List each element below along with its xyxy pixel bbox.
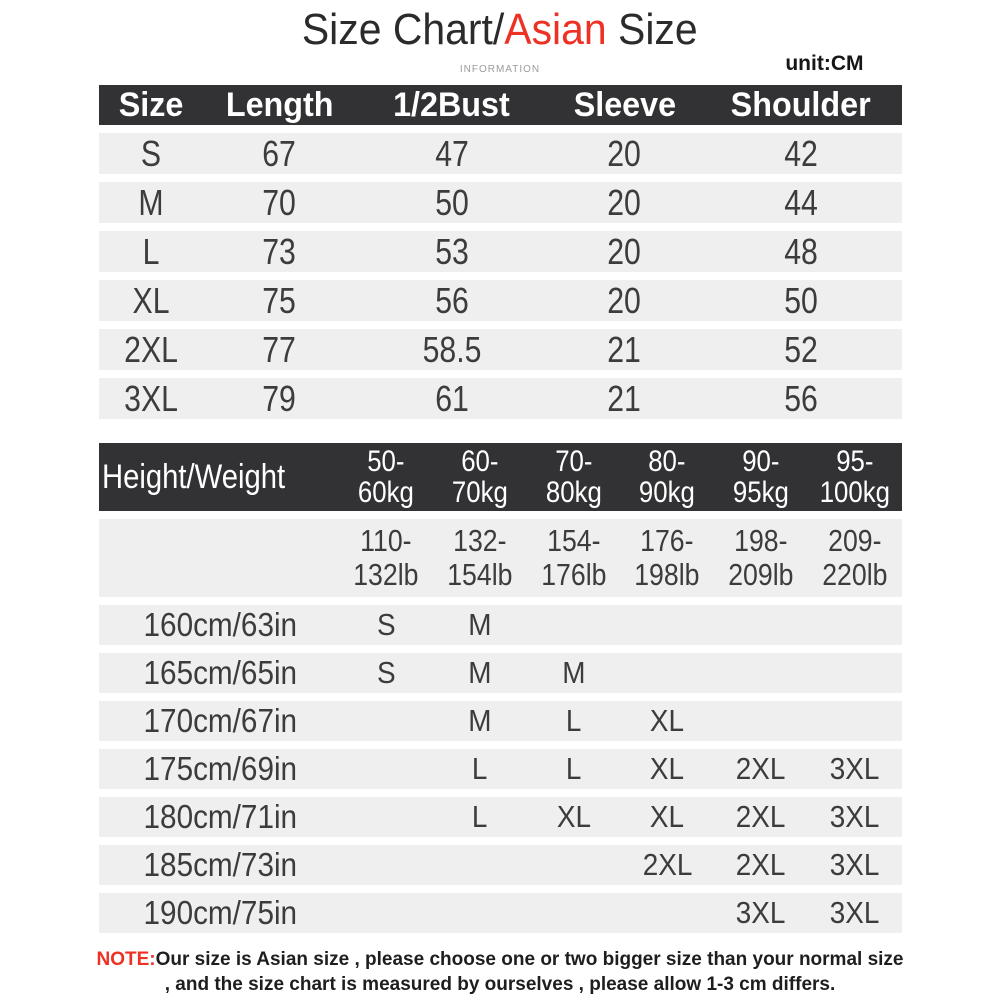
- header-cell-shoulder: Shoulder: [731, 85, 872, 124]
- size-cell: 3XL: [736, 895, 786, 930]
- height-label-cell: 175cm/69in: [143, 750, 298, 787]
- size-cell: XL: [650, 751, 685, 786]
- cell: 70: [262, 181, 296, 223]
- cell: 58.5: [422, 328, 482, 370]
- meta-row: [99, 52, 902, 82]
- cell: 50: [784, 279, 818, 321]
- title-text-1: Size Chart/: [302, 5, 505, 54]
- header-cell-size: Size: [118, 85, 184, 124]
- cell: 20: [607, 230, 642, 272]
- height-row-170: [99, 701, 902, 741]
- weight-header-cell: 70- 80kg: [545, 445, 602, 509]
- size-cell: L: [565, 751, 582, 786]
- size-cell: M: [468, 655, 492, 690]
- cell: 47: [434, 132, 469, 174]
- size-cell: M: [561, 655, 586, 690]
- cell: 53: [434, 230, 469, 272]
- weight-lb-cell: 110- 132lb: [353, 523, 419, 592]
- height-row-185: [99, 845, 902, 885]
- title-text-2: Size: [606, 5, 698, 54]
- size-cell: [339, 904, 433, 922]
- table-row-2xl: [99, 329, 902, 370]
- cell: XL: [132, 279, 170, 321]
- size-cell: S: [376, 655, 396, 690]
- size-cell: [527, 616, 621, 634]
- page-title: [0, 4, 1000, 56]
- table-row-m: [99, 182, 902, 223]
- size-chart-page: [0, 4, 1000, 1004]
- size-cell: L: [472, 751, 488, 786]
- corner-header-cell: Height/Weight: [101, 457, 285, 496]
- size-cell: 3XL: [829, 799, 880, 834]
- cell: L: [142, 230, 160, 272]
- cell: 21: [607, 377, 642, 419]
- weight-header-cell: 80- 90kg: [639, 445, 696, 509]
- height-row-165: [99, 653, 902, 693]
- height-label-cell: 160cm/63in: [143, 606, 298, 643]
- cell: 75: [262, 279, 296, 321]
- size-cell: 3XL: [829, 847, 880, 882]
- height-label-cell: 165cm/65in: [143, 654, 298, 691]
- size-cell: S: [376, 607, 396, 642]
- cell: 56: [434, 279, 469, 321]
- size-cell: [433, 904, 527, 922]
- height-row-160: [99, 605, 902, 645]
- size-cell: 3XL: [829, 751, 880, 786]
- size-cell: [527, 904, 621, 922]
- table-row-l: [99, 231, 902, 272]
- cell: 52: [784, 328, 818, 370]
- cell: S: [140, 132, 161, 174]
- weight-lb-row: [99, 519, 902, 597]
- size-cell: 2XL: [736, 751, 786, 786]
- cell: 21: [607, 328, 642, 370]
- cell: 50: [434, 181, 469, 223]
- header-cell-bust: 1/2Bust: [393, 85, 511, 124]
- size-table: [99, 85, 902, 419]
- size-cell: [714, 616, 808, 634]
- cell: 61: [434, 377, 469, 419]
- size-cell: [527, 856, 621, 874]
- weight-lb-cell: 198- 209lb: [728, 523, 794, 592]
- table-row-xl: [99, 280, 902, 321]
- weight-header-cell: 60- 70kg: [451, 445, 508, 509]
- size-cell: [339, 808, 433, 826]
- size-cell: [808, 712, 902, 730]
- title-highlight: Asian: [504, 5, 607, 54]
- cell: 44: [784, 181, 818, 223]
- cell: 73: [262, 230, 296, 272]
- weight-header-cell: 90- 95kg: [733, 445, 789, 509]
- size-cell: 2XL: [642, 847, 693, 882]
- height-weight-table: [99, 443, 902, 933]
- size-cell: [620, 616, 714, 634]
- size-cell: L: [472, 799, 488, 834]
- weight-header-cell: 95- 100kg: [819, 445, 890, 509]
- weight-lb-cell: 132- 154lb: [447, 523, 513, 592]
- size-cell: [620, 904, 714, 922]
- cell: 48: [784, 230, 818, 272]
- height-row-190: [99, 893, 902, 933]
- header-cell-sleeve: Sleeve: [573, 85, 676, 124]
- height-label-cell: 170cm/67in: [143, 702, 298, 739]
- cell: 67: [262, 132, 296, 174]
- cell: 3XL: [123, 377, 178, 419]
- note-text: Our size is Asian size , please choose one or two bigger size than your normal size , and the size chart is measured by ourselves , please allow 1-3 cm differs.: [155, 949, 904, 995]
- cell: M: [138, 181, 164, 223]
- size-cell: XL: [556, 799, 591, 834]
- size-cell: 2XL: [736, 847, 786, 882]
- size-cell: [808, 616, 902, 634]
- height-label-cell: 190cm/75in: [143, 894, 298, 931]
- cell: 56: [784, 377, 818, 419]
- size-cell: [339, 760, 433, 778]
- height-label-cell: 180cm/71in: [143, 798, 298, 835]
- cell: 42: [784, 132, 818, 174]
- unit-label: unit:CM: [785, 52, 864, 75]
- size-cell: [714, 664, 808, 682]
- table-row-s: [99, 133, 902, 174]
- header-cell-length: Length: [225, 85, 333, 124]
- information-label: INFORMATION: [459, 64, 541, 75]
- size-cell: [339, 712, 433, 730]
- cell: 20: [607, 279, 642, 321]
- size-cell: XL: [650, 703, 685, 738]
- cell: 2XL: [123, 328, 178, 370]
- size-cell: M: [468, 607, 492, 642]
- size-cell: [339, 856, 433, 874]
- size-cell: M: [468, 703, 492, 738]
- cell: 77: [262, 328, 296, 370]
- weight-lb-cell: 154- 176lb: [540, 523, 607, 592]
- weight-lb-cell: 176- 198lb: [634, 523, 700, 592]
- cell: 20: [607, 181, 642, 223]
- size-cell: [620, 664, 714, 682]
- size-table-header-row: [99, 85, 902, 125]
- cell: 79: [262, 377, 296, 419]
- note-label: NOTE:: [96, 949, 156, 970]
- cell: 20: [607, 132, 642, 174]
- size-cell: [433, 856, 527, 874]
- height-label-cell: 185cm/73in: [143, 846, 298, 883]
- height-row-180: [99, 797, 902, 837]
- weight-lb-cell: 209- 220lb: [822, 523, 888, 592]
- height-weight-header-row: [99, 443, 902, 511]
- height-row-175: [99, 749, 902, 789]
- size-cell: [808, 664, 902, 682]
- size-cell: L: [565, 703, 582, 738]
- table-row-3xl: [99, 378, 902, 419]
- size-cell: [714, 712, 808, 730]
- size-cell: XL: [650, 799, 685, 834]
- note: [95, 947, 905, 997]
- weight-header-cell: 50- 60kg: [358, 445, 415, 509]
- size-cell: 3XL: [829, 895, 880, 930]
- size-cell: 2XL: [736, 799, 786, 834]
